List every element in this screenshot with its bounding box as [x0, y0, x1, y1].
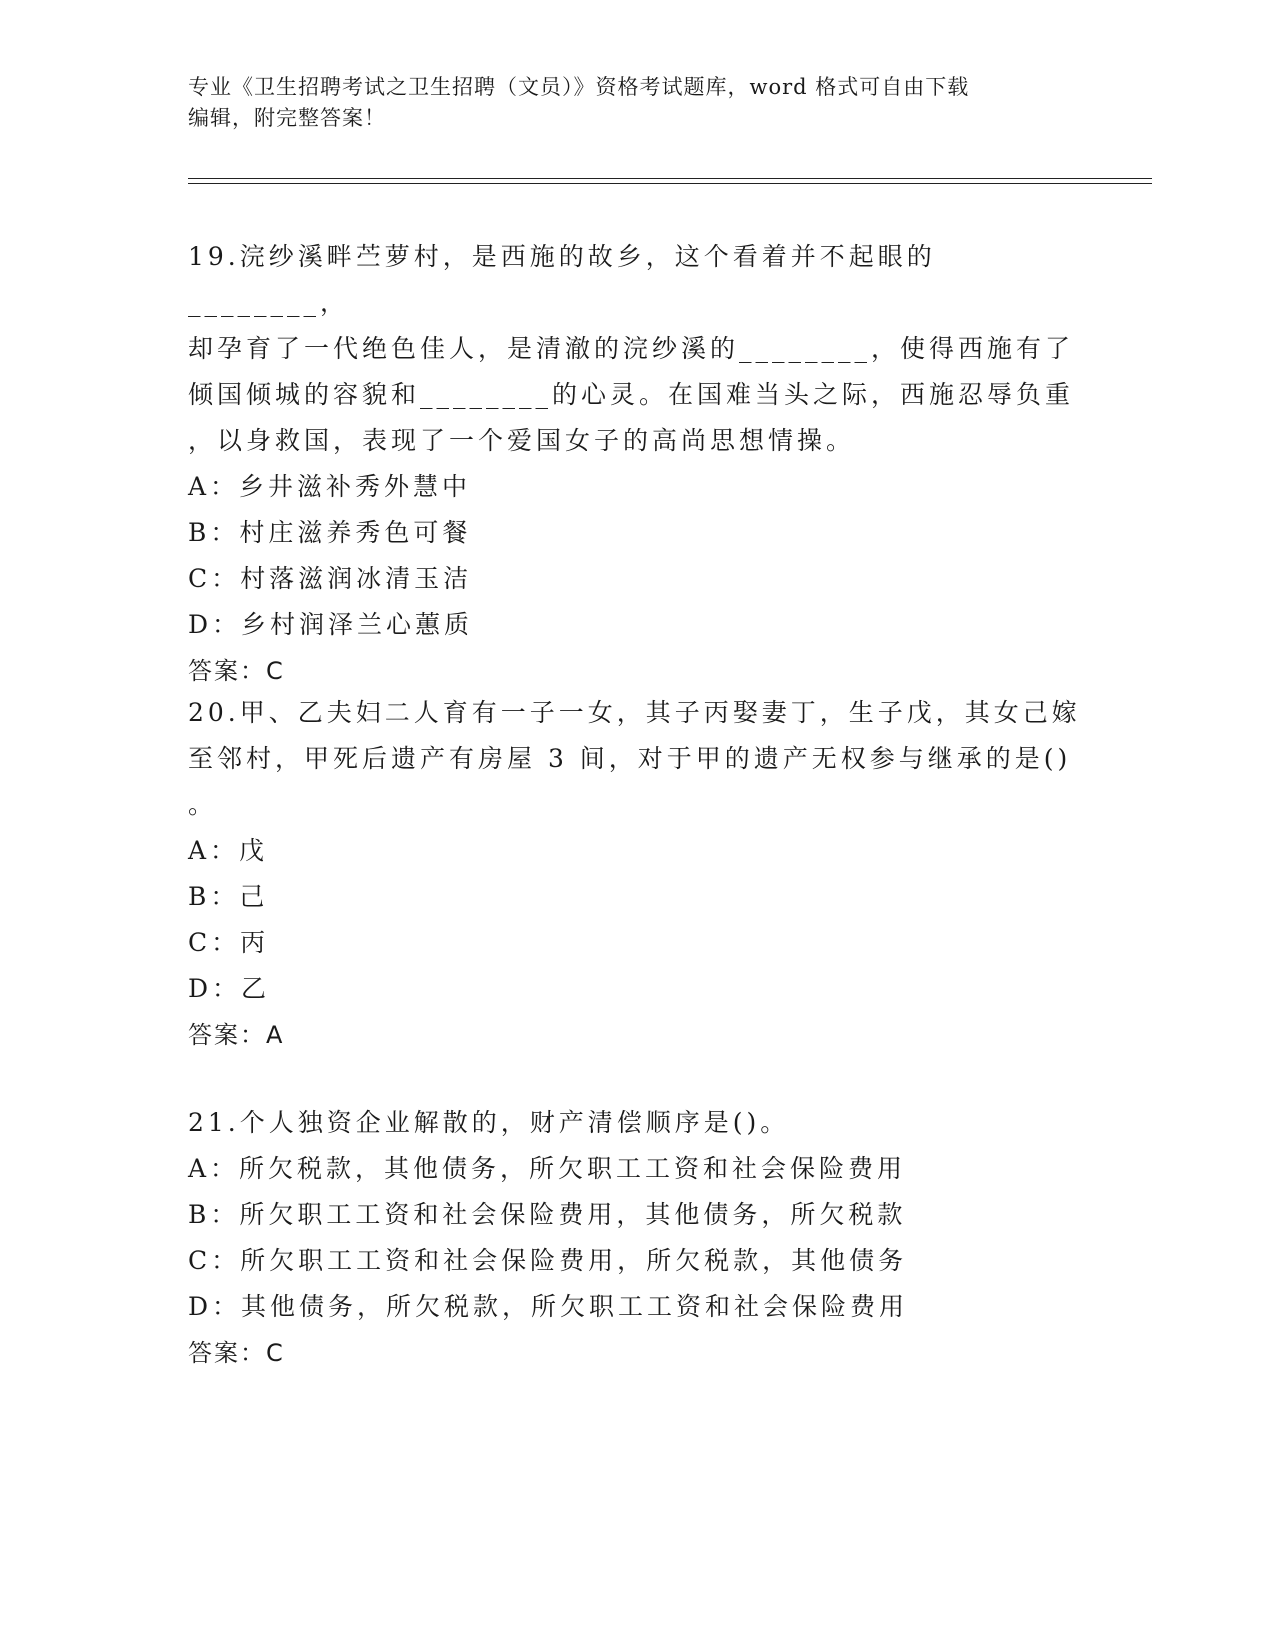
question-stem-line: 19.浣纱溪畔苎萝村，是西施的故乡，这个看着并不起眼的________，: [188, 242, 936, 317]
option-d: D：其他债务，所欠税款，所欠职工工资和社会保险费用: [188, 1292, 909, 1321]
header-divider-bottom: [188, 183, 1152, 184]
option-a: A：所欠税款，其他债务，所欠职工工资和社会保险费用: [188, 1154, 907, 1183]
question-stem-line: 至邻村，甲死后遗产有房屋 3 间，对于甲的遗产无权参与继承的是(): [188, 744, 1072, 773]
question-stem-line: 20.甲、乙夫妇二人育有一子一女，其子丙娶妻丁，生子戊，其女己嫁: [188, 698, 1081, 727]
option-a: A：戊: [188, 836, 269, 865]
option-d: D：乡村润泽兰心蕙质: [188, 610, 474, 639]
header-divider-top: [188, 178, 1152, 179]
question-19: [188, 234, 1088, 694]
question-stem-line: 倾国倾城的容貌和________的心灵。在国难当头之际，西施忍辱负重: [188, 380, 1075, 409]
header-line-2: 编辑，附完整答案！: [188, 106, 386, 130]
option-b: B：所欠职工工资和社会保险费用，其他债务，所欠税款: [188, 1200, 907, 1229]
question-21: [188, 1100, 1088, 1376]
answer-label: 答案：C: [188, 1339, 285, 1367]
option-a: A：乡井滋补秀外慧中: [188, 472, 472, 501]
option-b: B：己: [188, 882, 269, 911]
question-stem-line: 21.个人独资企业解散的，财产清偿顺序是()。: [188, 1108, 790, 1137]
option-d: D：乙: [188, 974, 271, 1003]
option-c: C：村落滋润冰清玉洁: [188, 564, 473, 593]
option-c: C：丙: [188, 928, 270, 957]
document-header: [188, 72, 1088, 134]
question-stem-line: 却孕育了一代绝色佳人，是清澈的浣纱溪的________，使得西施有了: [188, 334, 1075, 363]
question-stem-line: ，以身救国，表现了一个爱国女子的高尚思想情操。: [188, 426, 856, 455]
header-line-1: 专业《卫生招聘考试之卫生招聘（文员）》资格考试题库，word 格式可自由下载: [188, 75, 970, 99]
option-c: C：所欠职工工资和社会保险费用，所欠税款，其他债务: [188, 1246, 908, 1275]
answer-label: 答案：C: [188, 657, 285, 685]
option-b: B：村庄滋养秀色可餐: [188, 518, 472, 547]
answer-label: 答案：A: [188, 1021, 285, 1049]
question-stem-line: 。: [188, 790, 218, 819]
question-20: [188, 690, 1088, 1058]
